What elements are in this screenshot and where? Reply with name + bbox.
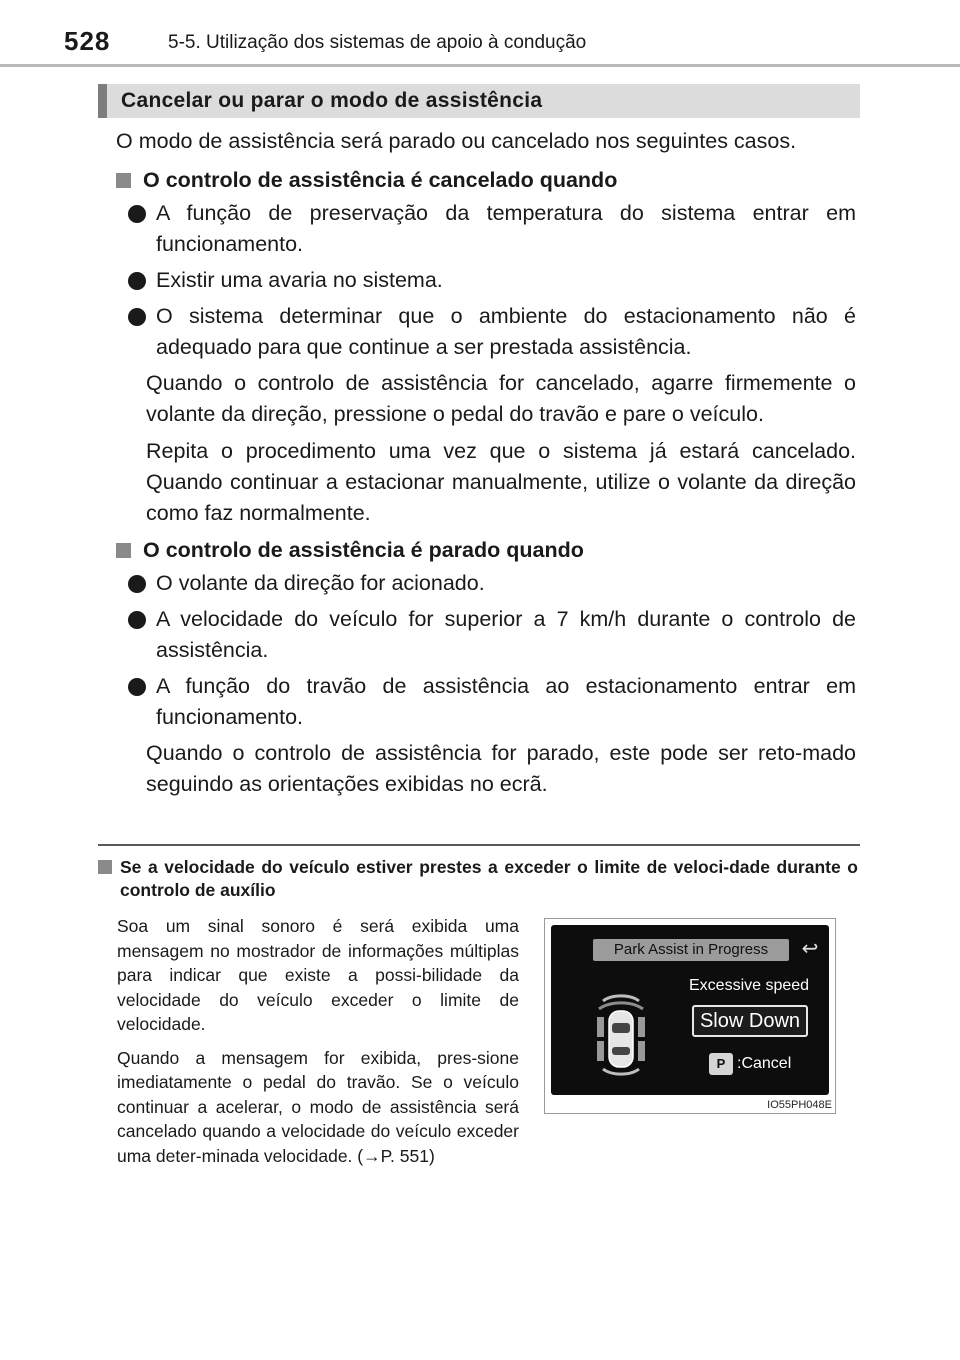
- list-item: [128, 671, 856, 733]
- list-item-text: A velocidade do veículo for superior a 7 km/h durante o controlo de assistência.: [156, 607, 856, 662]
- list-item-text: A função do travão de assistência ao estacionamento entrar em funcionamento.: [156, 674, 856, 729]
- cancel-subheading: [116, 165, 856, 196]
- info-heading-text: Se a velocidade do veículo estiver prestes a exceder o limite de veloci-dade durante o controlo de auxílio: [120, 857, 858, 900]
- info-paragraph: Soa um sinal sonoro é será exibida uma mensagem no mostrador de informações múltiplas para indicar que existe a possi-bilidade da velocidade do veículo exceder o limite de velocidade.: [117, 916, 519, 1034]
- list-item-text: O sistema determinar que o ambiente do estacionamento não é adequado para que continue a ser prestada assistência.: [156, 304, 856, 359]
- cancel-label: :Cancel: [737, 1055, 792, 1072]
- list-item-text: A função de preservação da temperatura do sistema entrar em funcionamento.: [156, 201, 856, 256]
- list-item: [128, 301, 856, 363]
- info-heading: [98, 856, 858, 902]
- car-top-view-icon: [595, 987, 647, 1083]
- round-bullet-icon: [128, 308, 146, 326]
- excessive-speed-message: Excessive speed: [689, 977, 810, 994]
- list-item-text: Existir uma avaria no sistema.: [156, 268, 443, 292]
- info-paragraph: Quando a mensagem for exibida, pres-sione imediatamente o pedal do travão. Se o veículo continuar a acelerar, o modo de assistência será cancelado quando a velocidade do veículo exceder uma deter-minada velocidade. (→P. 551): [117, 1047, 519, 1166]
- chapter-title: 5-5. Utilização dos sistemas de apoio à condução: [168, 32, 587, 53]
- page-header: [0, 0, 960, 68]
- cancel-subheading-text: O controlo de assistência é cancelado quando: [143, 168, 618, 192]
- list-item: [128, 568, 856, 599]
- square-bullet-icon: [116, 543, 131, 558]
- square-bullet-icon: [116, 173, 131, 188]
- park-assist-banner: Park Assist in Progress: [593, 939, 789, 961]
- round-bullet-icon: [128, 205, 146, 223]
- stop-note: Quando o controlo de assistência for parado, este pode ser reto-mado seguindo as orientações exibidas no ecrã.: [146, 741, 856, 796]
- list-item-text: O volante da direção for acionado.: [156, 571, 485, 595]
- parking-p-icon: P: [709, 1053, 733, 1075]
- cancel-note: Quando o controlo de assistência for cancelado, agarre firmemente o volante da direção, pressione o pedal do travão e pare o veículo.: [146, 371, 856, 426]
- stop-subheading: [116, 535, 856, 566]
- list-item: [128, 198, 856, 260]
- round-bullet-icon: [128, 678, 146, 696]
- round-bullet-icon: [128, 611, 146, 629]
- round-bullet-icon: [128, 575, 146, 593]
- display-illustration: [544, 918, 836, 1114]
- section-title: Cancelar ou parar o modo de assistência: [121, 89, 543, 112]
- header-rule: [0, 64, 960, 67]
- section-body: [116, 126, 856, 806]
- back-arrow-icon: ↩: [801, 938, 819, 960]
- round-bullet-icon: [128, 272, 146, 290]
- section-heading-bar: [98, 84, 860, 118]
- multi-information-display: [551, 925, 829, 1095]
- intro-paragraph: O modo de assistência será parado ou cancelado nos seguintes casos.: [116, 129, 797, 153]
- cancel-hint: [709, 1051, 791, 1077]
- stop-subheading-text: O controlo de assistência é parado quando: [143, 538, 584, 562]
- slow-down-label: Slow Down: [692, 1005, 808, 1037]
- square-bullet-icon: [98, 860, 112, 874]
- cancel-note: Repita o procedimento uma vez que o sistema já estará cancelado. Quando continuar a estacionar manualmente, utilize o volante da direção como faz normalmente.: [146, 439, 856, 525]
- list-item: [128, 265, 856, 296]
- list-item: [128, 604, 856, 666]
- figure-code: IO55PH048E: [767, 1099, 832, 1111]
- page-number: 528: [64, 26, 111, 56]
- section-divider: [98, 844, 860, 846]
- info-body: [117, 914, 519, 1177]
